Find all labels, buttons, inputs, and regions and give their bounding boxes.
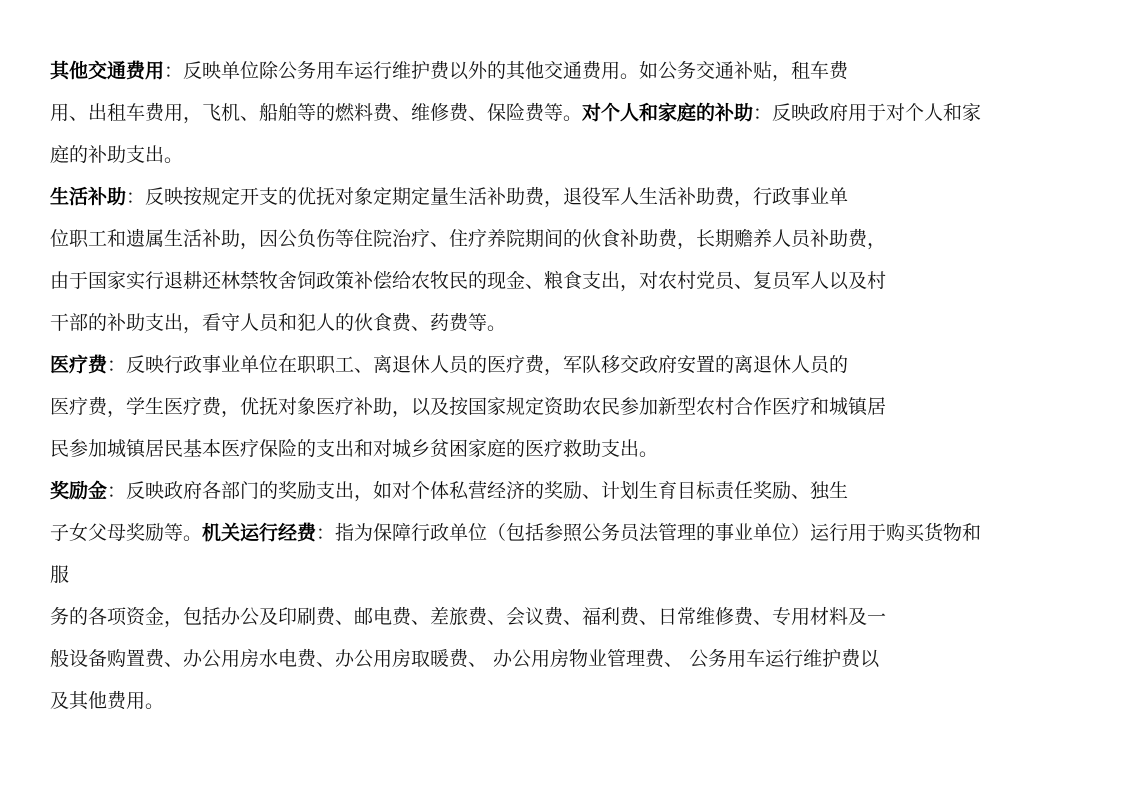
- body-text: 用、出租车费用，飞机、船舶等的燃料费、维修费、保险费等。: [50, 102, 583, 124]
- term-heading: 其他交通费用: [50, 60, 165, 82]
- text-line: [50, 430, 1090, 472]
- body-text: 服: [50, 564, 70, 586]
- text-line: [50, 598, 1090, 640]
- text-line: [50, 304, 1090, 346]
- text-line: [50, 346, 1090, 388]
- body-text: ：反映按规定开支的优抚对象定期定量生活补助费，退役军人生活补助费，行政事业单: [126, 186, 849, 208]
- body-text: ：反映行政事业单位在职职工、离退休人员的医疗费，军队移交政府安置的离退休人员的: [107, 354, 849, 376]
- body-text: ：指为保障行政单位（包括参照公务员法管理的事业单位）运行用于购买货物和: [316, 522, 982, 544]
- body-text: 务的各项资金，包括办公及印刷费、邮电费、差旅费、会议费、福利费、日常维修费、专用材料及一: [50, 606, 887, 628]
- body-text: 由于国家实行退耕还林禁牧舍饲政策补偿给农牧民的现金、粮食支出，对农村党员、复员军人以及村: [50, 270, 887, 292]
- body-text: ：反映政府用于对个人和家: [753, 102, 982, 124]
- text-line: [50, 472, 1090, 514]
- term-heading: 对个人和家庭的补助: [582, 102, 754, 124]
- text-line: [50, 514, 1090, 556]
- text-line: [50, 682, 1090, 724]
- text-line: [50, 52, 1090, 94]
- text-line: [50, 178, 1090, 220]
- body-text: 般设备购置费、办公用房水电费、办公用房取暖费、 办公用房物业管理费、 公务用车运行维护费以: [50, 648, 880, 670]
- document-body: [50, 52, 1090, 724]
- text-line: [50, 388, 1090, 430]
- body-text: 干部的补助支出，看守人员和犯人的伙食费、药费等。: [50, 312, 507, 334]
- body-text: 民参加城镇居民基本医疗保险的支出和对城乡贫困家庭的医疗救助支出。: [50, 438, 659, 460]
- body-text: 及其他费用。: [50, 690, 165, 712]
- body-text: 子女父母奖励等。: [50, 522, 203, 544]
- term-heading: 奖励金: [50, 480, 108, 502]
- text-line: [50, 640, 1090, 682]
- text-line: [50, 136, 1090, 178]
- term-heading: 生活补助: [50, 186, 127, 208]
- text-line: [50, 262, 1090, 304]
- term-heading: 机关运行经费: [202, 522, 317, 544]
- text-line: [50, 94, 1090, 136]
- body-text: ：反映政府各部门的奖励支出，如对个体私营经济的奖励、计划生育目标责任奖励、独生: [107, 480, 849, 502]
- term-heading: 医疗费: [50, 354, 108, 376]
- text-line: [50, 556, 1090, 598]
- body-text: ：反映单位除公务用车运行维护费以外的其他交通费用。如公务交通补贴，租车费: [164, 60, 849, 82]
- body-text: 庭的补助支出。: [50, 144, 184, 166]
- body-text: 位职工和遗属生活补助，因公负伤等住院治疗、住疗养院期间的伙食补助费，长期赡养人员补助费，: [50, 228, 887, 250]
- body-text: 医疗费，学生医疗费，优抚对象医疗补助，以及按国家规定资助农民参加新型农村合作医疗和城镇居: [50, 396, 887, 418]
- text-line: [50, 220, 1090, 262]
